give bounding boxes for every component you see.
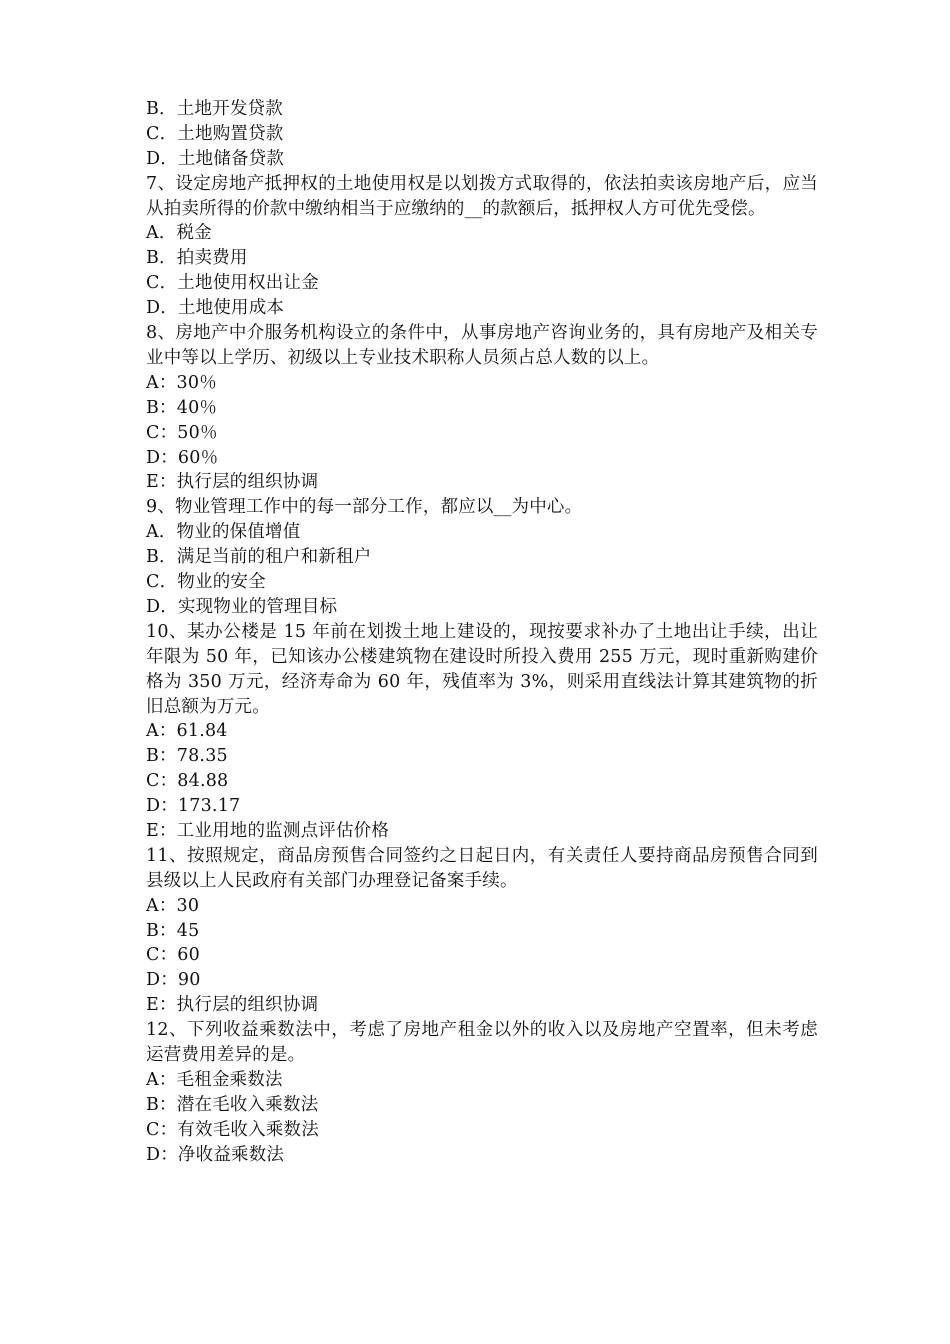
q12-option-d: D：净收益乘数法 bbox=[146, 1144, 285, 1165]
q7-option-c: C．土地使用权出让金 bbox=[146, 273, 319, 294]
q9-option-c: C．物业的安全 bbox=[146, 572, 266, 592]
q9-option-d: D．实现物业的管理目标 bbox=[146, 596, 338, 617]
q7-option-b: B．拍卖费用 bbox=[146, 248, 248, 269]
q11-option-d: D：90 bbox=[146, 970, 201, 991]
q7-option-d: D．土地使用成本 bbox=[146, 298, 285, 319]
q8-option-e: E：执行层的组织协调 bbox=[146, 472, 319, 493]
q11-option-a: A：30 bbox=[146, 895, 200, 916]
q8-option-b: B：40％ bbox=[146, 397, 218, 418]
q10-option-b: B：78.35 bbox=[146, 746, 228, 767]
question-7: 7、设定房地产抵押权的土地使用权是以划拨方式取得的，依法拍卖该房地产后，应当从拍卖所得的价款中缴纳相当于应缴纳的__的款额后，抵押权人方可优先受偿。 bbox=[146, 173, 818, 219]
q11-option-b: B：45 bbox=[146, 920, 200, 941]
q12-option-b: B：潜在毛收入乘数法 bbox=[146, 1094, 319, 1115]
q9-option-a: A．物业的保值增值 bbox=[146, 522, 301, 543]
question-8: 8、房地产中介服务机构设立的条件中，从事房地产咨询业务的，具有房地产及相关专业中等以上学历、初级以上专业技术职称人员须占总人数的以上。 bbox=[146, 323, 818, 368]
q12-option-a: A：毛租金乘数法 bbox=[146, 1069, 283, 1090]
q10-option-a: A：61.84 bbox=[146, 721, 228, 742]
option-d-land-reserve-loan: D．土地储备贷款 bbox=[146, 148, 285, 169]
question-9: 9、物业管理工作中的每一部分工作，都应以__为中心。 bbox=[146, 497, 583, 518]
q11-option-c: C：60 bbox=[146, 945, 200, 966]
q11-option-e: E：执行层的组织协调 bbox=[146, 995, 319, 1016]
q7-option-a: A．税金 bbox=[146, 223, 212, 244]
q8-option-c: C：50％ bbox=[146, 422, 218, 443]
question-11: 11、按照规定，商品房预售合同签约之日起日内，有关责任人要持商品房预售合同到县级以上人民政府有关部门办理登记备案手续。 bbox=[146, 845, 818, 891]
option-c-land-purchase-loan: C．土地购置贷款 bbox=[146, 123, 284, 144]
question-10: 10、某办公楼是 15 年前在划拨土地上建设的，现按要求补办了土地出让手续，出让年限为 50 年，已知该办公楼建筑物在建设时所投入费用 255 万元，现时重新购建价格为 350 万元，经济寿命为 60 年，残值率为 3%，则采用直线法计算其建筑物的折旧总额为万元。 bbox=[146, 621, 818, 717]
q12-option-c: C：有效毛收入乘数法 bbox=[146, 1119, 319, 1140]
q10-option-c: C：84.88 bbox=[146, 771, 229, 792]
option-b-land-dev-loan: B．土地开发贷款 bbox=[146, 99, 283, 119]
q8-option-a: A：30％ bbox=[146, 372, 217, 393]
document-page bbox=[146, 97, 818, 1168]
q9-option-b: B．满足当前的租户和新租户 bbox=[146, 547, 372, 568]
question-12: 12、下列收益乘数法中，考虑了房地产租金以外的收入以及房地产空置率，但未考虑运营费用差异的是。 bbox=[146, 1020, 818, 1066]
q8-option-d: D：60％ bbox=[146, 447, 219, 468]
q10-option-d: D：173.17 bbox=[146, 796, 241, 817]
q10-option-e: E：工业用地的监测点评估价格 bbox=[146, 820, 390, 841]
